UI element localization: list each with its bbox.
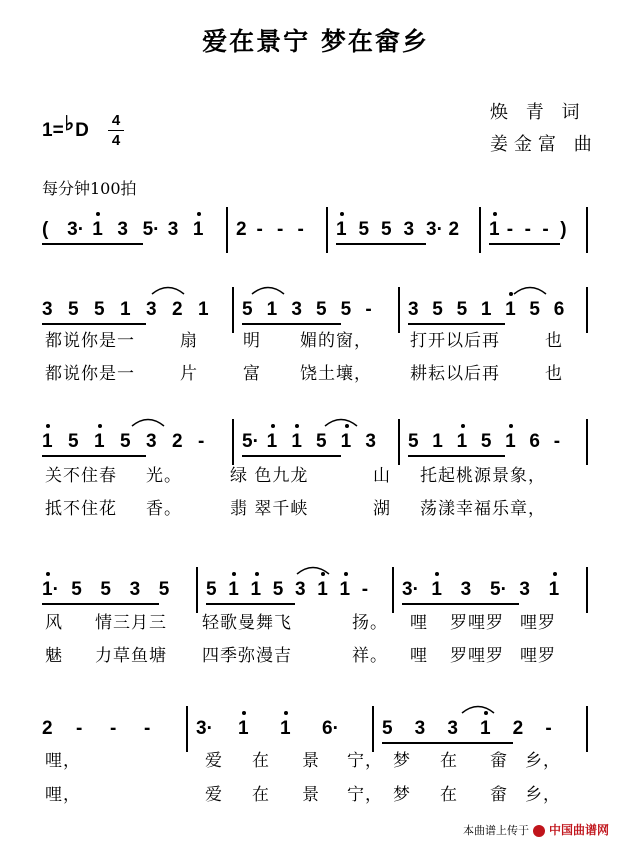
note: 3 bbox=[167, 219, 179, 240]
lyric-word: 乡， bbox=[525, 785, 561, 805]
note: 5 bbox=[340, 299, 352, 320]
octave-dot bbox=[255, 572, 259, 576]
octave-dot bbox=[553, 572, 557, 576]
lyric-word: 扇 bbox=[180, 331, 198, 351]
lyric-word: 山 bbox=[373, 466, 391, 486]
note: 2 bbox=[42, 718, 53, 739]
staff-system bbox=[0, 575, 631, 605]
lyric-word: 哩罗 bbox=[520, 613, 556, 633]
hold-dash: - bbox=[361, 579, 369, 600]
lyric-word: 绿 色九龙 bbox=[230, 466, 309, 486]
note: 5 bbox=[316, 431, 327, 452]
slur-arc bbox=[295, 563, 331, 575]
note: 1 bbox=[280, 718, 291, 739]
hold-dash: - bbox=[524, 219, 531, 240]
note: 1 bbox=[505, 299, 516, 320]
tempo-marking: 每分钟100拍 bbox=[42, 179, 137, 198]
lyric-word: 明 bbox=[243, 331, 261, 351]
flat-symbol: ♭ bbox=[64, 113, 75, 135]
note: 1 bbox=[228, 579, 239, 600]
note: 5 bbox=[71, 579, 82, 600]
note: 1 bbox=[94, 431, 105, 452]
note: 1 bbox=[266, 431, 278, 452]
barline bbox=[586, 567, 588, 613]
octave-dot bbox=[197, 212, 201, 216]
key-tonic: D bbox=[75, 120, 89, 141]
key-signature bbox=[42, 113, 89, 142]
note: 5 bbox=[68, 299, 79, 320]
note: 3· bbox=[67, 219, 85, 240]
lyric-word: 罗哩罗 bbox=[450, 646, 504, 666]
note: 3 bbox=[408, 299, 419, 320]
note: 2 bbox=[512, 718, 524, 739]
lyric-word: 在 bbox=[440, 785, 458, 805]
footer-brand: 中国曲谱网 bbox=[548, 823, 609, 837]
note: 1 bbox=[266, 299, 278, 320]
barline bbox=[479, 207, 481, 253]
staff-system bbox=[0, 215, 631, 245]
lyric-word: 梦 bbox=[393, 785, 411, 805]
barline bbox=[186, 706, 188, 752]
octave-dot bbox=[46, 424, 50, 428]
note: 5 bbox=[480, 431, 492, 452]
note: 1 bbox=[120, 299, 131, 320]
octave-dot bbox=[340, 212, 344, 216]
note: 1 bbox=[456, 431, 468, 452]
lyric-word: 宁， bbox=[347, 751, 383, 771]
hold-dash: - bbox=[365, 299, 372, 320]
note: 5 bbox=[432, 299, 443, 320]
slur-arc bbox=[150, 283, 186, 295]
lyric-word: 翡 翠千峡 bbox=[230, 499, 309, 519]
lyric-word: 媚的窗， bbox=[300, 331, 372, 351]
lyric-word: 四季弥漫吉 bbox=[202, 646, 292, 666]
note: 1 bbox=[548, 579, 560, 600]
note: 1 bbox=[192, 219, 204, 240]
beam-underline bbox=[42, 323, 146, 325]
lyric-word: 哩 bbox=[410, 613, 428, 633]
hold-dash: - bbox=[553, 431, 561, 452]
octave-dot bbox=[344, 572, 348, 576]
lyric-word: 耕耘以后再 bbox=[410, 364, 500, 384]
bracket-mark: ) bbox=[560, 219, 567, 240]
note: 5 bbox=[529, 299, 540, 320]
lyric-word: 轻歌曼舞飞 bbox=[202, 613, 292, 633]
lyric-word: 关不住春 bbox=[45, 466, 117, 486]
note: 5 bbox=[456, 299, 468, 320]
note: 3 bbox=[146, 431, 157, 452]
note: 5 bbox=[158, 579, 170, 600]
lyric-word: 力草鱼塘 bbox=[95, 646, 167, 666]
note: 5 bbox=[272, 579, 284, 600]
note: 5 bbox=[408, 431, 419, 452]
lyric-word: 哩， bbox=[45, 751, 81, 771]
note: 5 bbox=[120, 431, 131, 452]
lyric-word: 畲 bbox=[490, 751, 508, 771]
note: 1· bbox=[42, 579, 59, 600]
beam-underline bbox=[489, 243, 560, 245]
note: 1 bbox=[92, 219, 103, 240]
octave-dot bbox=[284, 711, 288, 715]
note: 1 bbox=[317, 579, 328, 600]
hold-dash: - bbox=[76, 718, 83, 739]
lyric-word: 抵不住花 bbox=[45, 499, 117, 519]
beam-underline bbox=[382, 742, 513, 744]
note: 3 bbox=[291, 299, 302, 320]
staff-system bbox=[0, 714, 631, 744]
barline bbox=[398, 287, 400, 333]
beam-underline bbox=[242, 455, 341, 457]
lyric-word: 荡漾幸福乐章， bbox=[420, 499, 546, 519]
slur-arc bbox=[250, 283, 286, 295]
note: 3 bbox=[447, 718, 458, 739]
note: 3 bbox=[460, 579, 472, 600]
octave-dot bbox=[461, 424, 465, 428]
hold-dash: - bbox=[506, 219, 514, 240]
lyric-word: 哩， bbox=[45, 785, 81, 805]
barline bbox=[232, 419, 234, 465]
hold-dash: - bbox=[256, 219, 263, 240]
note: 5 bbox=[316, 299, 327, 320]
note: 3 bbox=[117, 219, 128, 240]
lyric-word: 祥。 bbox=[352, 646, 388, 666]
lyric-word: 在 bbox=[440, 751, 458, 771]
note: 1 bbox=[432, 431, 443, 452]
barline bbox=[586, 207, 588, 253]
note: 1 bbox=[336, 219, 347, 240]
footer-watermark bbox=[463, 821, 609, 838]
note: 5 bbox=[242, 299, 253, 320]
lyric-word: 乡， bbox=[525, 751, 561, 771]
note: 3 bbox=[129, 579, 141, 600]
lyric-word: 在 bbox=[252, 751, 270, 771]
lyric-word: 哩罗 bbox=[520, 646, 556, 666]
beam-underline bbox=[206, 603, 295, 605]
lyric-word: 片 bbox=[180, 364, 198, 384]
lyric-word: 也 bbox=[545, 364, 563, 384]
lyric-word: 香。 bbox=[146, 499, 182, 519]
meter-divider bbox=[108, 130, 124, 131]
barline bbox=[232, 287, 234, 333]
note: 6 bbox=[553, 299, 565, 320]
octave-dot bbox=[271, 424, 275, 428]
note: 5 bbox=[206, 579, 217, 600]
note: 1 bbox=[431, 579, 442, 600]
lyric-word: 都说你是一 bbox=[45, 364, 135, 384]
note: 1 bbox=[42, 431, 53, 452]
lyric-word: 扬。 bbox=[352, 613, 388, 633]
key-prefix: 1= bbox=[42, 120, 64, 141]
note: 5 bbox=[382, 718, 393, 739]
beam-underline bbox=[242, 323, 341, 325]
composer-credit: 姜金富 曲 bbox=[490, 134, 598, 155]
song-title: 爱在景宁 梦在畲乡 bbox=[202, 27, 429, 56]
note: 3· bbox=[402, 579, 419, 600]
note: 1 bbox=[505, 431, 516, 452]
beam-underline bbox=[336, 243, 426, 245]
note: 5 bbox=[100, 579, 111, 600]
note: 1 bbox=[340, 431, 352, 452]
beam-underline bbox=[42, 243, 143, 245]
note: 1 bbox=[238, 718, 249, 739]
note: 3· bbox=[196, 718, 213, 739]
hold-dash: - bbox=[110, 718, 117, 739]
time-signature bbox=[108, 112, 124, 149]
barline bbox=[392, 567, 394, 613]
lyric-word: 湖 bbox=[373, 499, 391, 519]
barline bbox=[586, 287, 588, 333]
note: 2 bbox=[236, 219, 247, 240]
lyric-word: 都说你是一 bbox=[45, 331, 135, 351]
slur-arc bbox=[512, 283, 548, 295]
beam-underline bbox=[402, 603, 519, 605]
octave-dot bbox=[242, 711, 246, 715]
beam-underline bbox=[408, 455, 505, 457]
lyric-word: 打开以后再 bbox=[410, 331, 500, 351]
lyric-word: 宁， bbox=[347, 785, 383, 805]
slur-arc bbox=[130, 415, 166, 427]
note: 2 bbox=[172, 299, 183, 320]
note: 3 bbox=[519, 579, 530, 600]
note: 5· bbox=[490, 579, 507, 600]
barline bbox=[196, 567, 198, 613]
note: 1 bbox=[489, 219, 500, 240]
hold-dash: - bbox=[198, 431, 205, 452]
note: 5 bbox=[68, 431, 79, 452]
hold-dash: - bbox=[545, 718, 552, 739]
lyric-word: 景 bbox=[302, 785, 320, 805]
lyric-word: 也 bbox=[545, 331, 563, 351]
barline bbox=[326, 207, 328, 253]
hold-dash: - bbox=[144, 718, 151, 739]
lyric-word: 托起桃源景象， bbox=[420, 466, 546, 486]
lyric-word: 在 bbox=[252, 785, 270, 805]
hold-dash: - bbox=[542, 219, 549, 240]
note: 5 bbox=[94, 299, 105, 320]
beam-underline bbox=[408, 323, 505, 325]
lyric-word: 饶土壤， bbox=[300, 364, 372, 384]
note: 3 bbox=[365, 431, 376, 452]
barline bbox=[586, 419, 588, 465]
note: 5· bbox=[242, 431, 259, 452]
slur-arc bbox=[460, 702, 496, 714]
note: 3 bbox=[42, 299, 53, 320]
lyric-word: 爱 bbox=[205, 751, 223, 771]
lyric-word: 爱 bbox=[205, 785, 223, 805]
note: 1 bbox=[291, 431, 302, 452]
octave-dot bbox=[493, 212, 497, 216]
barline bbox=[586, 706, 588, 752]
slur-arc bbox=[323, 415, 359, 427]
note: 3 bbox=[414, 718, 426, 739]
note: 1 bbox=[339, 579, 351, 600]
note: 1 bbox=[250, 579, 262, 600]
meter-top: 4 bbox=[111, 112, 121, 129]
lyric-word: 富 bbox=[243, 364, 261, 384]
lyric-word: 罗哩罗 bbox=[450, 613, 504, 633]
note: 6 bbox=[529, 431, 540, 452]
note: 6· bbox=[322, 718, 339, 739]
lyricist-credit: 焕 青 词 bbox=[490, 102, 586, 123]
lyric-word: 光。 bbox=[146, 466, 182, 486]
staff-system bbox=[0, 427, 631, 457]
octave-dot bbox=[98, 424, 102, 428]
lyric-word: 畲 bbox=[490, 785, 508, 805]
beam-underline bbox=[42, 455, 146, 457]
barline bbox=[398, 419, 400, 465]
lyric-word: 情三月三 bbox=[95, 613, 167, 633]
note: 1 bbox=[480, 299, 492, 320]
note: 1 bbox=[198, 299, 209, 320]
lyric-word: 风 bbox=[45, 613, 63, 633]
note: 3· bbox=[426, 219, 443, 240]
lyric-word: 梦 bbox=[393, 751, 411, 771]
lyric-word: 哩 bbox=[410, 646, 428, 666]
note: 5 bbox=[381, 219, 392, 240]
lyric-word: 景 bbox=[302, 751, 320, 771]
meter-bottom: 4 bbox=[111, 132, 121, 149]
footer-text: 本曲谱上传于 bbox=[462, 824, 529, 837]
bracket-mark: ( bbox=[42, 219, 49, 240]
hold-dash: - bbox=[277, 219, 284, 240]
note: 3 bbox=[146, 299, 157, 320]
hold-dash: - bbox=[297, 219, 304, 240]
beam-underline bbox=[42, 603, 159, 605]
note: 3 bbox=[403, 219, 415, 240]
staff-system bbox=[0, 295, 631, 325]
site-logo-icon bbox=[533, 825, 545, 837]
note: 1 bbox=[480, 718, 491, 739]
octave-dot bbox=[46, 572, 50, 576]
note: 5 bbox=[358, 219, 370, 240]
note: 5· bbox=[142, 219, 160, 240]
note: 3 bbox=[295, 579, 306, 600]
note: 2 bbox=[172, 431, 183, 452]
lyric-word: 魅 bbox=[45, 646, 63, 666]
note: 2 bbox=[448, 219, 460, 240]
barline bbox=[226, 207, 228, 253]
